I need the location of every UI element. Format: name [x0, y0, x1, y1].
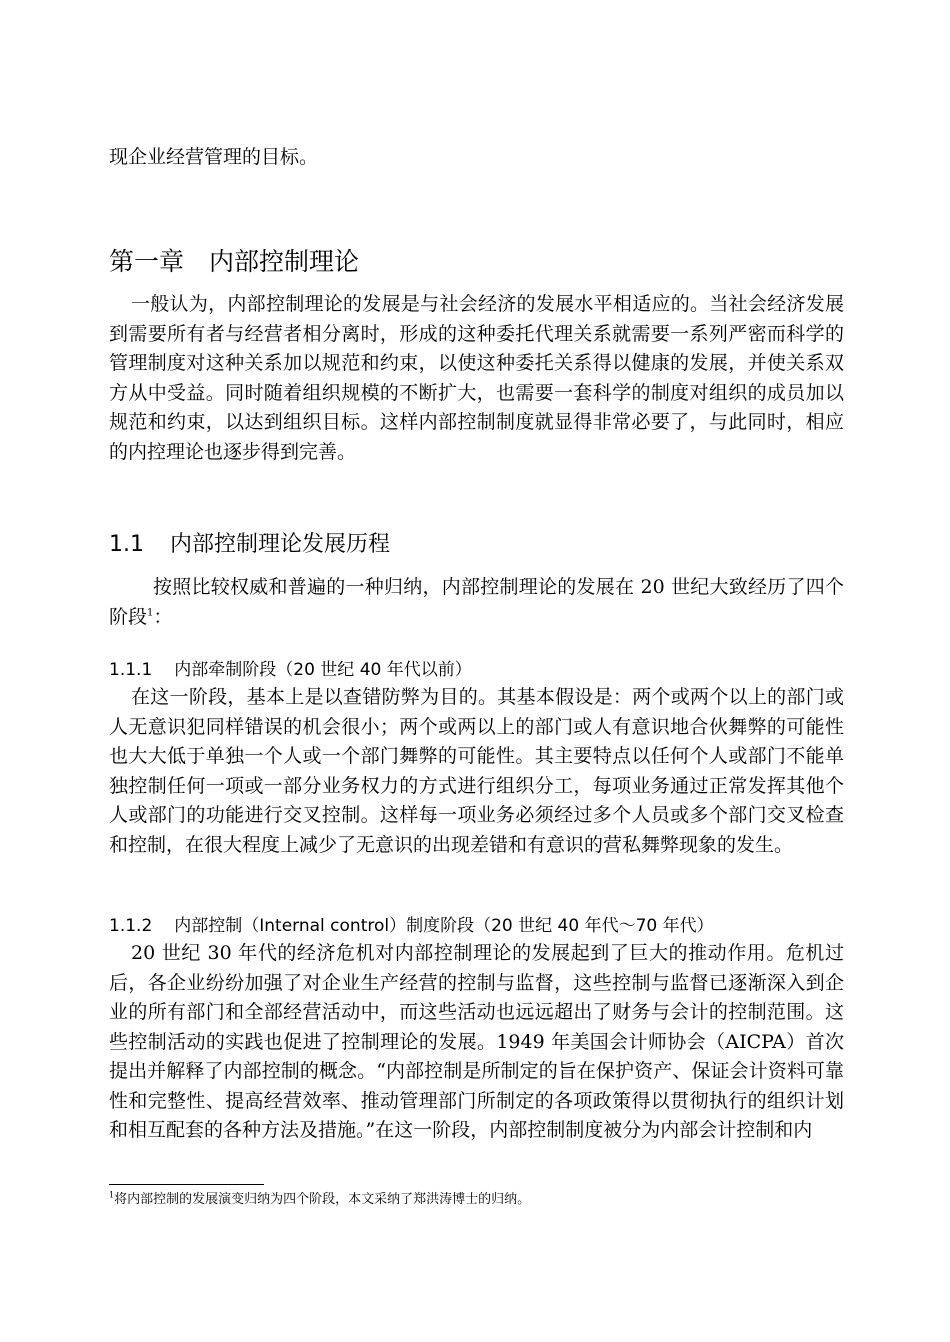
section-paragraph-end: ：: [153, 605, 173, 628]
section-paragraph: [109, 573, 844, 632]
section-paragraph-text: 按照比较权威和普遍的一种归纳，内部控制理论的发展在 20 世纪大致经历了四个阶段: [109, 576, 844, 628]
subsection-2-number: 1.1.2: [109, 916, 153, 936]
subsection-2-heading: [109, 913, 844, 939]
footnote-mark: 1: [109, 1190, 115, 1200]
footnote-reference[interactable]: 1: [147, 607, 154, 619]
footnote: [109, 1190, 844, 1210]
section-title: 内部控制理论发展历程: [170, 532, 391, 557]
subsection-1-number: 1.1.1: [109, 660, 153, 680]
section-number: 1.1: [109, 532, 144, 557]
section-heading: [109, 530, 844, 560]
chapter-paragraph: 一般认为，内部控制理论的发展是与社会经济的发展水平相适应的。当社会经济发展到需要所有者与经营者相分离时，形成的这种委托代理关系就需要一系列严密而科学的管理制度对这种关系加以规范和约束，以使这种委托关系得以健康的发展，并使关系双方从中受益。同时随着组织规模的不断扩大，也需要一套科学的制度对组织的成员加以规范和约束，以达到组织目标。这样内部控制制度就显得非常必要了，与此同时，相应的内控理论也逐步得到完善。: [109, 293, 844, 463]
footnote-separator: [109, 1184, 264, 1185]
subsection-1-title: 内部牵制阶段（20 世纪 40 年代以前）: [174, 660, 472, 680]
subsection-1-paragraph: 在这一阶段，基本上是以查错防弊为目的。其基本假设是：两个或两个以上的部门或人无意识犯同样错误的机会很小；两个或两以上的部门或人有意识地合伙舞弊的可能性也大大低于单独一个人或一个部门舞弊的可能性。其主要特点以任何个人或部门不能单独控制任何一项或一部分业务权力的方式进行组织分工，每项业务通过正常发挥其他个人或部门的功能进行交叉控制。这样每一项业务必须经过多个人员或多个部门交叉检查和控制，在很大程度上减少了无意识的出现差错和有意识的营私舞弊现象的发生。: [109, 686, 844, 856]
footnote-text: 将内部控制的发展演变归纳为四个阶段，本文采纳了郑洪涛博士的归纳。: [114, 1192, 531, 1207]
chapter-title: 第一章 内部控制理论: [109, 247, 360, 276]
intro-paragraph-tail: 现企业经营管理的目标。: [109, 146, 319, 168]
subsection-2-title: 内部控制（Internal control）制度阶段（20 世纪 40 年代～70 年代）: [174, 916, 714, 936]
subsection-1-heading: [109, 657, 844, 683]
subsection-2-paragraph: 20 世纪 30 年代的经济危机对内部控制理论的发展起到了巨大的推动作用。危机过后，各企业纷纷加强了对企业生产经营的控制与监督，这些控制与监督已逐渐深入到企业的所有部门和全部经营活动中，而这些活动也远远超出了财务与会计的控制范围。这些控制活动的实践也促进了控制理论的发展。1949 年美国会计师协会（AICPA）首次提出并解释了内部控制的概念。“内部控制是所制定的旨在保护资产、保证会计资料可靠性和完整性、提高经营效率、推动管理部门所制定的各项政策得以贯彻执行的组织计划和相互配套的各种方法及措施。”在这一阶段，内部控制制度被分为内部会计控制和内: [109, 942, 844, 1141]
